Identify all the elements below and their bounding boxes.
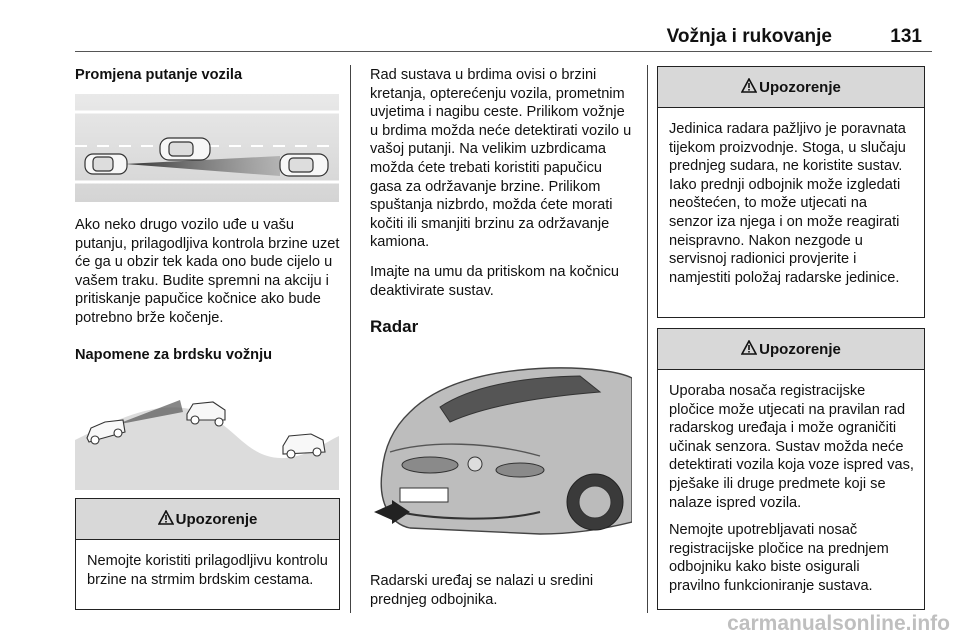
column-divider-1 (350, 65, 351, 613)
warning-text-2: Nemojte upotrebljavati nosač registracijske pločice na prednjem odbojniku kako biste osigurali pravilno funkcioniranje sustava. (669, 522, 889, 594)
radar-caption: Radarski uređaj se nalazi u sredini prednjeg odbojnika. (370, 573, 594, 608)
heading-lane-change: Promjena putanje vozila (75, 67, 243, 83)
chapter-title: Vožnja i rukovanje (666, 26, 832, 47)
car-front-icon (85, 154, 127, 174)
heading-hill-driving: Napomene za brdsku vožnju (75, 346, 273, 363)
header-rule (75, 51, 932, 52)
warning-box-left (75, 498, 340, 610)
middle-column (370, 66, 636, 337)
warning-text-1: Uporaba nosača registracijske pločice može utjecati na pravilan rad radarskog uređaja i može ograničiti učinak senzora. Sustav možda neće detektirati vozila koja voze ispred vas, pješake ili druge predmete koji se nalaze ispred vozila. (669, 383, 914, 511)
page-number: 131 (890, 26, 922, 47)
warning-triangle-icon (741, 78, 757, 97)
section-radar: Radar (370, 317, 419, 337)
warning-triangle-icon (158, 510, 174, 529)
warning-title: Upozorenje (759, 340, 841, 358)
left-column-body (75, 216, 343, 364)
warning-header (76, 499, 339, 540)
middle-caption (370, 572, 636, 620)
warning-header (658, 329, 924, 370)
page-header (75, 22, 932, 48)
column-divider-2 (647, 65, 648, 613)
warning-box-right-1 (657, 66, 925, 318)
paragraph-brake-note: Imajte na umu da pritiskom na kočnicu deaktivirate sustav. (370, 263, 620, 299)
warning-triangle-icon (741, 340, 757, 359)
left-column (75, 66, 340, 85)
hill-driving-illustration (75, 380, 339, 490)
warning-header (658, 67, 924, 108)
warning-title: Upozorenje (759, 78, 841, 96)
warning-text: Nemojte koristiti prilagodljivu kontrolu brzine na strmim brdskim cestama. (87, 553, 328, 588)
paragraph-lane-change: Ako neko drugo vozilo uđe u vašu putanju, prilagodljiva kontrola brzine uzet će ga u obzir tek kada ono bude cijelo u vašem traku. Budite spremni na akciju i pritiskanje papučice kočnice ako bude potrebno brže kočenje. (75, 217, 340, 326)
paragraph-hill-operation: Rad sustava u brdima ovisi o brzini kretanja, opterećenju vozila, prometnim uvjetima i nagibu ceste. Prilikom vožnje u brdima možda neće detektirati vozilo u vašoj putanji. Na velikim uzbrdicama možda ćete trebati koristiti papučicu gasa za održavanje brzine. Prilikom spuštanja nizbrdo, možda ćete morati kočiti ili smanjiti brzinu za održavanje kamiona. (370, 67, 632, 251)
warning-text: Jedinica radara pažljivo je poravnata tijekom proizvodnje. Stoga, u slučaju prednjeg sudara, ne koristite sustav. Iako prednji odbojnik može izgledati neoštećen, to može utjecati na senzor iza njega i on može reagirati neispravno. Nakon nezgode u servisnoj radionici provjerite i namjestiti položaj radarske jedinice. (669, 121, 906, 286)
radar-car-illustration (370, 352, 632, 542)
watermark: carmanualsonline.info (727, 612, 950, 635)
warning-title: Upozorenje (175, 510, 258, 528)
warning-box-right-2 (657, 328, 925, 610)
lane-change-illustration (75, 94, 339, 202)
